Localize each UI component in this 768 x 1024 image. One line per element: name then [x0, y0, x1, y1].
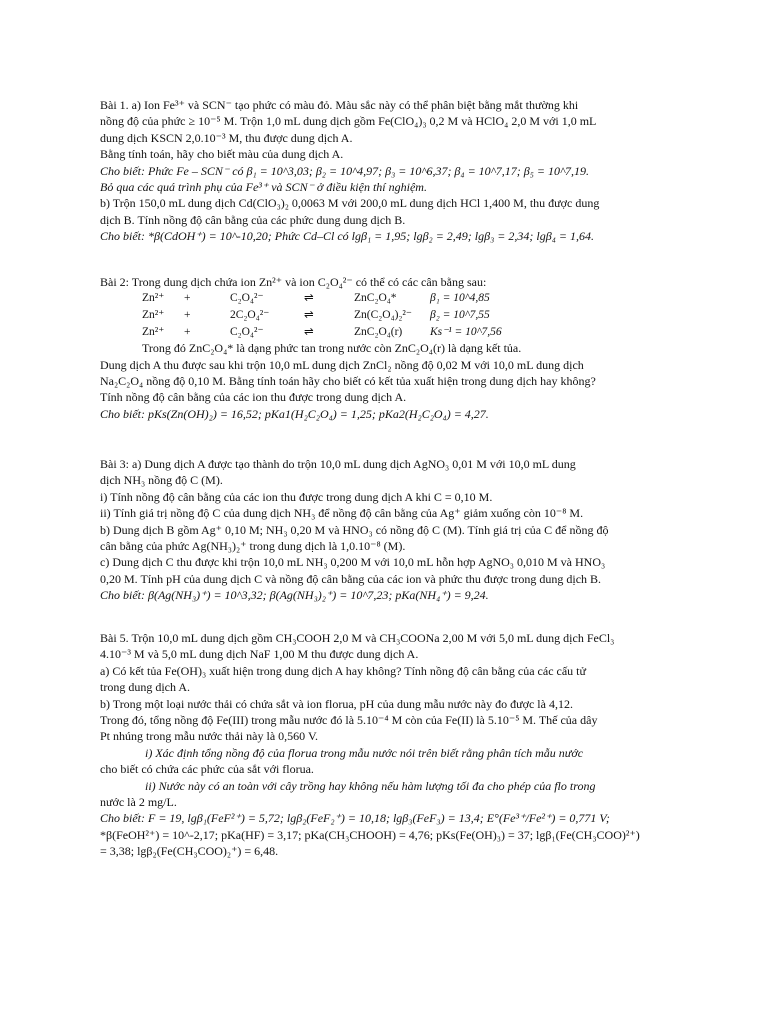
eq-constant: Ks⁻¹ = 10^7,56 — [430, 325, 502, 338]
eq-plus: + — [184, 325, 191, 338]
problem-5-given: = 3,38; lgβ₂(Fe(CH₃COO)₂⁺) = 6,48. — [100, 844, 279, 859]
equilibrium-table — [142, 290, 502, 340]
problem-1-line: b) Trộn 150,0 mL dung dịch Cd(ClO₃)₂ 0,0063 M với 200,0 mL dung dịch HCl 1,400 M, thu được dung — [100, 196, 600, 211]
eq-constant: β₁ = 10^4,85 — [430, 292, 490, 305]
problem-3 — [100, 456, 668, 604]
eq-plus: + — [184, 292, 191, 305]
problem-3-line: dịch NH₃ nồng độ C (M). — [100, 473, 223, 488]
eq-arrow: ⇌ — [304, 309, 314, 321]
problem-2-given: Cho biết: pKs(Zn(OH)₂) = 16,52; pKa1(H₂C₂O₄) = 1,25; pKa2(H₂C₂O₄) = 4,27. — [100, 406, 489, 421]
problem-3-given: Cho biết: β(Ag(NH₃)⁺) = 10^3,32; β(Ag(NH₃)₂⁺) = 10^7,23; pKa(NH₄⁺) = 9,24. — [100, 588, 489, 603]
problem-2 — [100, 274, 668, 422]
problem-2-line: Tính nồng độ cân bằng của các ion thu được trong dung dịch A. — [100, 390, 407, 405]
problem-2-intro: Bài 2: Trong dung dịch chứa ion Zn²⁺ và ion C₂O₄²⁻ có thể có các cân bằng sau: — [100, 275, 487, 289]
problem-5-given: *β(FeOH²⁺) = 10^-2,17; pKa(HF) = 3,17; pKa(CH₃CHOOH) = 4,76; pKs(Fe(OH)₃) = 37; lgβ₁(Fe(CH₃COO)²⁺) — [100, 827, 640, 842]
problem-3-line: ii) Tính giá trị nồng độ C của dung dịch NH₃ để nồng độ cân bằng của Ag⁺ giảm xuống còn 10⁻⁸ M. — [100, 506, 584, 521]
equilibrium-row — [142, 290, 502, 307]
eq-arrow: ⇌ — [304, 325, 314, 338]
problem-5-subquestion: i) Xác định tổng nồng độ của florua trong mẫu nước nói trên biết rằng phân tích mẫu nước — [145, 745, 584, 760]
problem-5-line: Trong đó, tổng nồng độ Fe(III) trong mẫu nước đó là 5.10⁻⁴ M còn của Fe(II) là 5.10⁻⁵ M. Thế của dây — [100, 713, 598, 728]
problem-5 — [100, 630, 668, 860]
problem-1-line: dung dịch KSCN 2,0.10⁻³ M, thu được dung dịch A. — [100, 130, 353, 145]
problem-2-line: Dung dịch A thu được sau khi trộn 10,0 mL dung dịch ZnCl₂ nồng độ 0,02 M với 10,0 mL dung dịch — [100, 357, 584, 372]
problem-1-given: Cho biết: *β(CdOH⁺) = 10^-10,20; Phức Cd–Cl có lgβ₁ = 1,95; lgβ₂ = 2,49; lgβ₃ = 2,34; lgβ₄ = 1,64. — [100, 229, 594, 244]
problem-1-line: dịch B. Tính nồng độ cân bằng của các phức dung dung dịch B. — [100, 212, 406, 227]
problem-2-line: Na₂C₂O₄ nồng độ 0,10 M. Bằng tính toán hãy cho biết có kết tủa xuất hiện trong dung dịch hay không? — [100, 374, 596, 388]
problem-1-given: Cho biết: Phức Fe – SCN⁻ có β₁ = 10^3,03; β₂ = 10^4,97; β₃ = 10^6,37; β₄ = 10^7,17; β₅ = 10^7,19. — [100, 163, 590, 178]
eq-species: Zn²⁺ — [142, 325, 165, 338]
problem-5-line: a) Có kết tủa Fe(OH)₃ xuất hiện trong dung dịch A hay không? Tính nồng độ cân bằng của các cấu tử — [100, 663, 587, 678]
problem-1 — [100, 97, 668, 245]
problem-5-line: Bài 5. Trộn 10,0 mL dung dịch gồm CH₃COOH 2,0 M và CH₃COONa 2,00 M với 5,0 mL dung dịch FeCl₃ — [100, 631, 615, 645]
problem-5-line: 4.10⁻³ M và 5,0 mL dung dịch NaF 1,00 M thu được dung dịch A. — [100, 647, 419, 662]
eq-product: ZnC₂O₄* — [354, 292, 397, 305]
eq-plus: + — [184, 309, 191, 321]
eq-arrow: ⇌ — [304, 292, 314, 305]
problem-3-line: 0,20 M. Tính pH của dung dịch C và nồng độ cân bằng của các ion và phức thu được trong dung dịch B. — [100, 571, 602, 586]
eq-species: Zn²⁺ — [142, 309, 165, 321]
problem-1-line: nồng độ của phức ≥ 10⁻⁵ M. Trộn 1,0 mL dung dịch gồm Fe(ClO₄)₃ 0,2 M và HClO₄ 2,0 M với 1,0 mL — [100, 114, 597, 129]
eq-species: C₂O₄²⁻ — [230, 325, 264, 338]
problem-3-line: b) Dung dịch B gồm Ag⁺ 0,10 M; NH₃ 0,20 M và HNO₃ có nồng độ C (M). Tính giá trị của C để nồng độ — [100, 522, 609, 537]
problem-5-line: cho biết có chứa các phức của sắt với florua. — [100, 762, 314, 777]
eq-constant: β₂ = 10^7,55 — [430, 309, 490, 321]
problem-5-subquestion: ii) Nước này có an toàn với cây trồng hay không nếu hàm lượng tối đa cho phép của flo trong — [145, 778, 596, 793]
eq-product: Zn(C₂O₄)₂²⁻ — [354, 309, 412, 321]
problem-5-line: b) Trong một loại nước thải có chứa sắt và ion florua, pH của dung mẫu nước này đo được là 4,12. — [100, 696, 573, 711]
problem-1-line: Bằng tính toán, hãy cho biết màu của dung dịch A. — [100, 147, 344, 162]
eq-species: 2C₂O₄²⁻ — [230, 309, 270, 321]
equilibrium-row — [142, 324, 502, 341]
problem-3-line: c) Dung dịch C thu được khi trộn 10,0 mL NH₃ 0,200 M với 10,0 mL hỗn hợp AgNO₃ 0,010 M và HNO₃ — [100, 555, 606, 570]
problem-5-given: Cho biết: F = 19, lgβ₁(FeF²⁺) = 5,72; lgβ₂(FeF₂⁺) = 10,18; lgβ₃(FeF₃) = 13,4; E°(Fe³⁺/Fe²⁺) = 0,771 V; — [100, 811, 610, 826]
problem-5-line: nước là 2 mg/L. — [100, 795, 177, 810]
problem-5-line: trong dung dịch A. — [100, 680, 190, 695]
eq-product: ZnC₂O₄(r) — [354, 325, 403, 338]
problem-2-line: Trong đó ZnC₂O₄* là dạng phức tan trong nước còn ZnC₂O₄(r) là dạng kết tủa. — [142, 341, 522, 356]
problem-3-line: cân bằng của phức Ag(NH₃)₂⁺ trong dung dịch là 1,0.10⁻⁸ (M). — [100, 539, 406, 554]
eq-species: C₂O₄²⁻ — [230, 292, 264, 305]
equilibrium-row — [142, 307, 502, 324]
problem-1-note: Bỏ qua các quá trình phụ của Fe³⁺ và SCN⁻ ở điều kiện thí nghiệm. — [100, 180, 427, 195]
problem-3-line: Bài 3: a) Dung dịch A được tạo thành do trộn 10,0 mL dung dịch AgNO₃ 0,01 M với 10,0 mL dung — [100, 457, 576, 471]
problem-5-line: Pt nhúng trong mẫu nước thải này là 0,560 V. — [100, 729, 319, 744]
problem-1-line: Bài 1. a) Ion Fe³⁺ và SCN⁻ tạo phức có màu đỏ. Màu sắc này có thể phân biệt bằng mắt thường khi — [100, 98, 579, 112]
eq-species: Zn²⁺ — [142, 292, 165, 305]
problem-3-line: i) Tính nồng độ cân bằng của các ion thu được trong dung dịch A khi C = 0,10 M. — [100, 489, 493, 504]
